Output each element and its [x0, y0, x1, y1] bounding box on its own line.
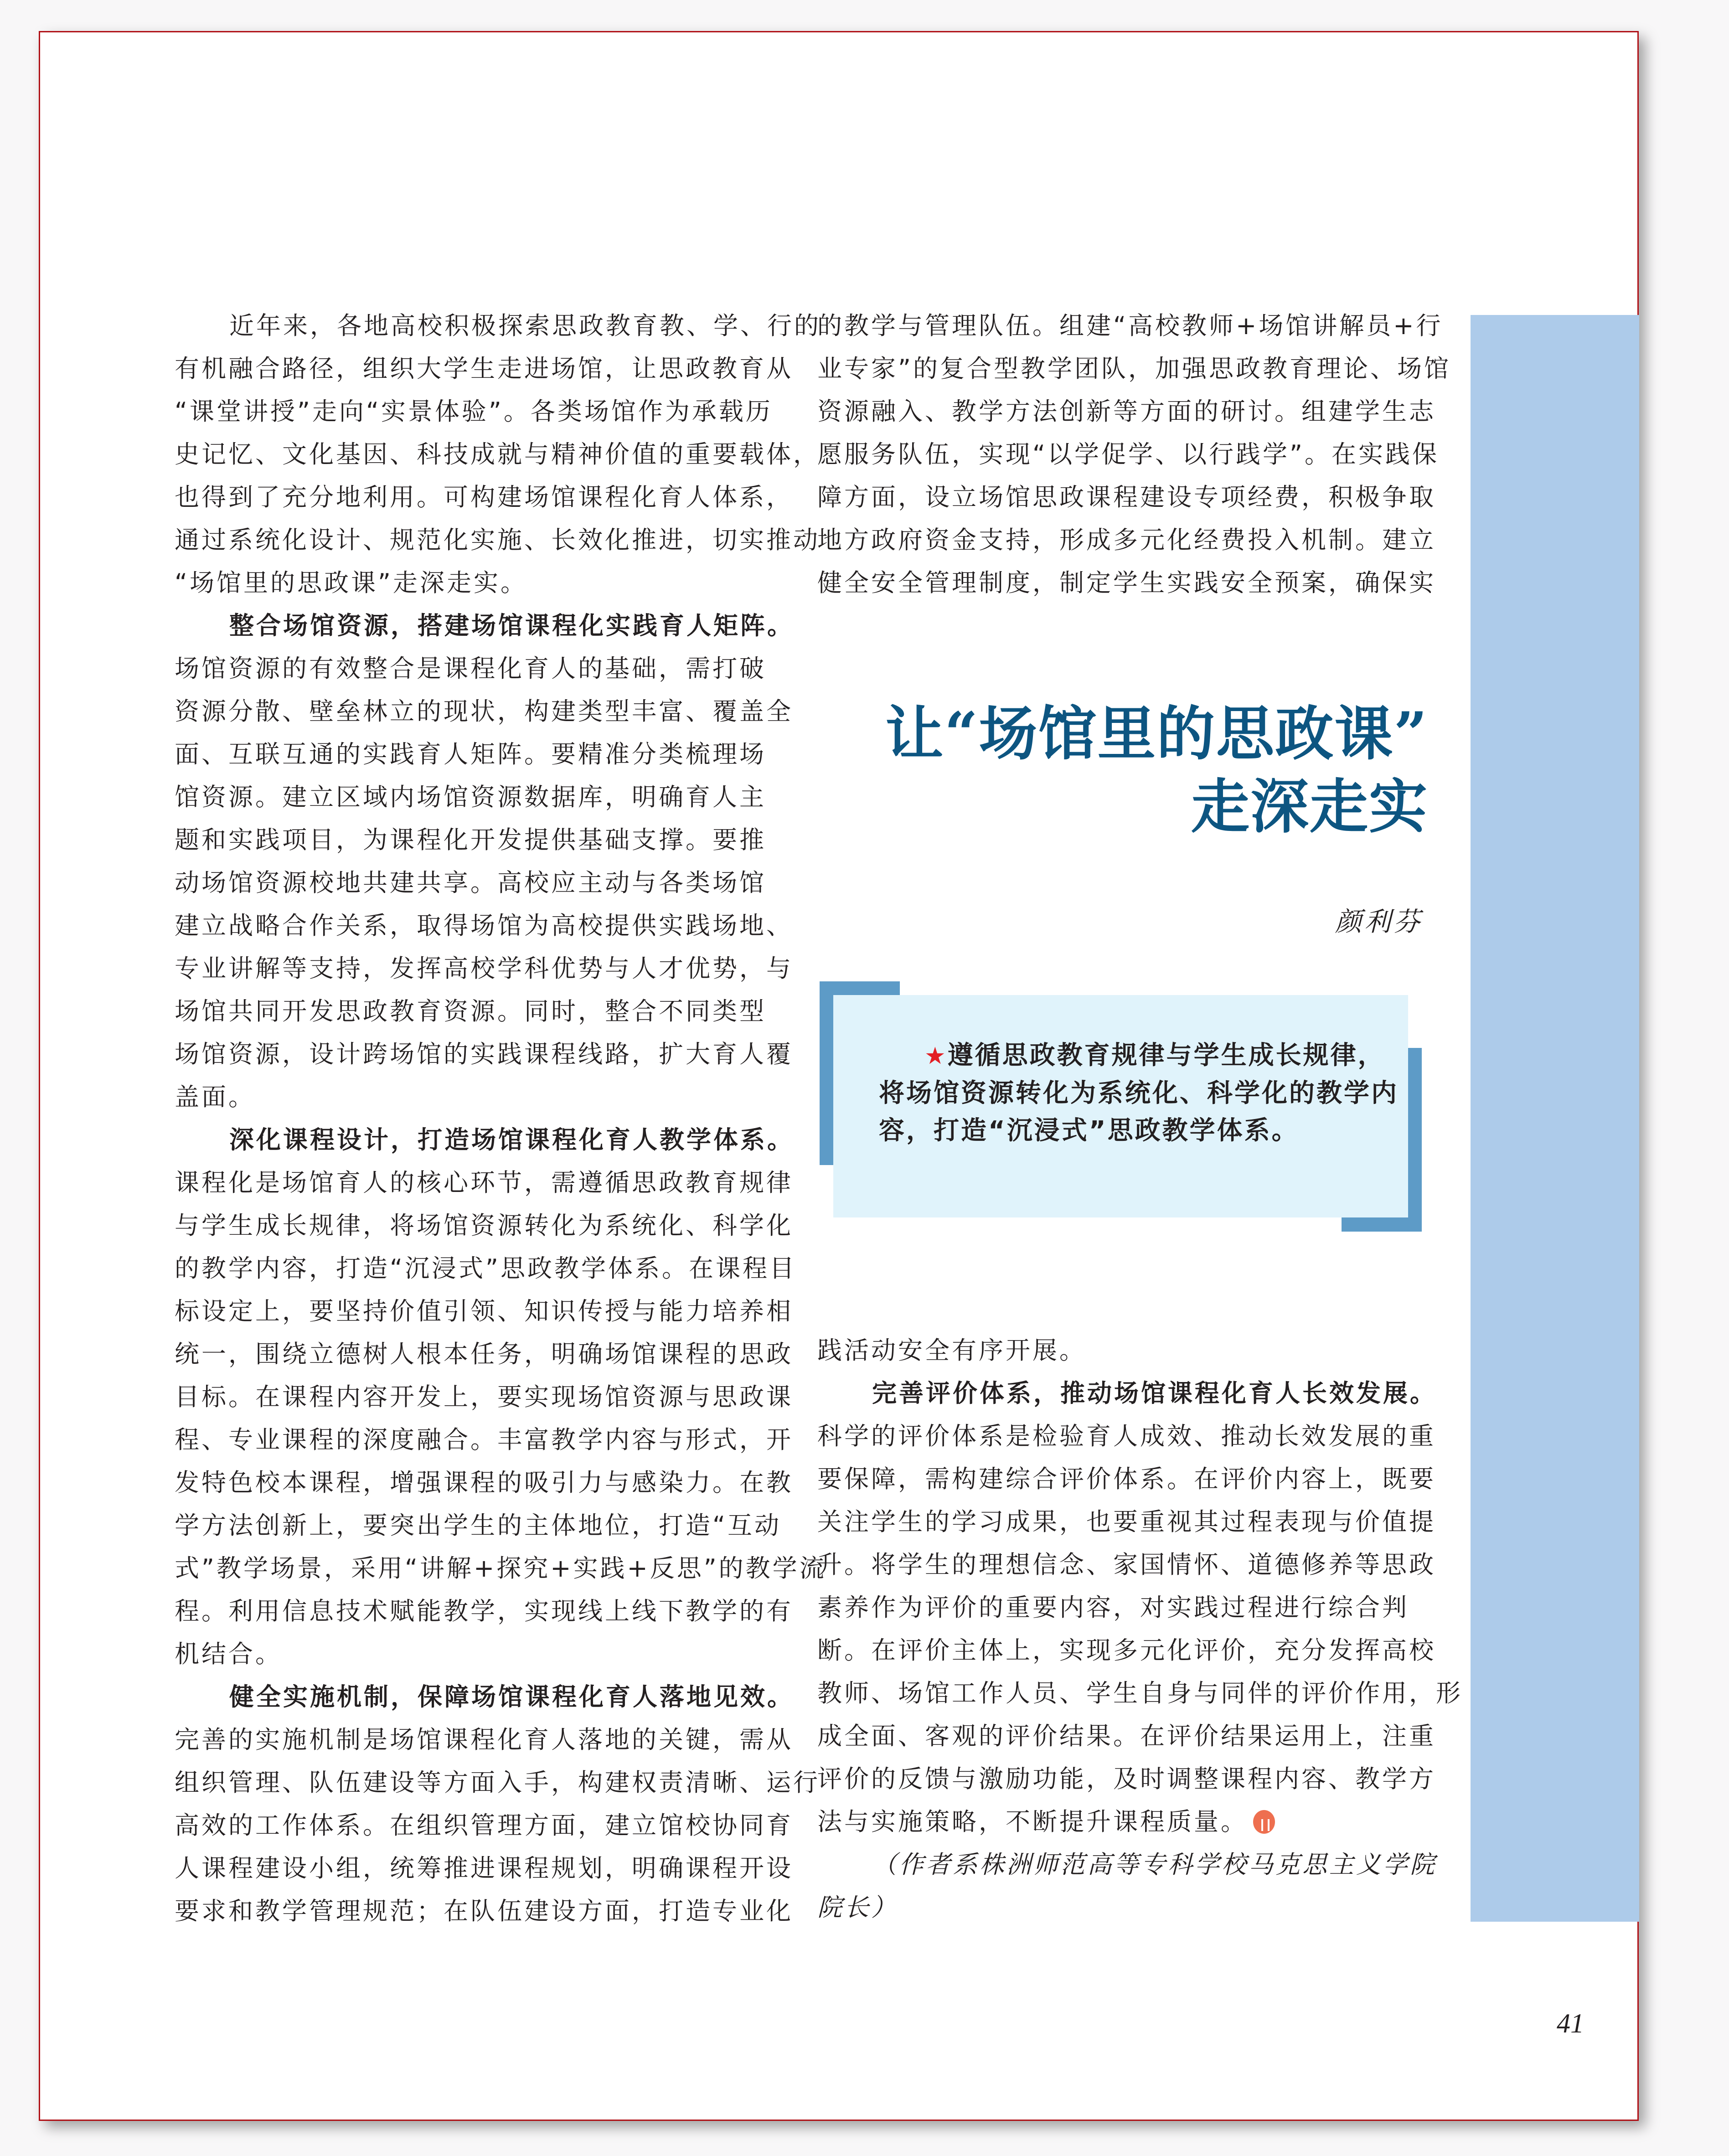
paragraph-line: 统一，围绕立德树人根本任务，明确场馆课程的思政 [175, 1340, 793, 1368]
right-text-column-top [817, 304, 1451, 604]
magazine-end-mark-icon [1253, 1810, 1275, 1834]
paragraph-line: 教师、场馆工作人员、学生自身与同伴的评价作用，形 [817, 1679, 1463, 1707]
pullquote-bracket-top-left-vertical [820, 981, 833, 1165]
paragraph-line: 资源融入、教学方法创新等方面的研讨。组建学生志 [817, 397, 1436, 426]
paragraph-line: 与学生成长规律，将场馆资源转化为系统化、科学化 [175, 1211, 793, 1240]
paragraph-line: 科学的评价体系是检验育人成效、推动长效发展的重 [817, 1422, 1436, 1450]
paragraph-line: 近年来，各地高校积极探索思政教育教、学、行的 [229, 311, 821, 340]
paragraph-line: 式”教学场景，采用“讲解+探究+实践+反思”的教学流 [175, 1554, 826, 1583]
pullquote-text [879, 1037, 1399, 1150]
paragraph-line: 馆资源。建立区域内场馆资源数据库，明确育人主 [175, 783, 766, 811]
paragraph-line: 场馆共同开发思政教育资源。同时，整合不同类型 [175, 997, 766, 1026]
paragraph-line: 高效的工作体系。在组织管理方面，建立馆校协同育 [175, 1811, 793, 1840]
paragraph-line: 场馆资源，设计跨场馆的实践课程线路，扩大育人覆 [175, 1040, 793, 1068]
left-text-column [175, 304, 826, 1933]
paragraph-line: “场馆里的思政课”走深走实。 [175, 568, 527, 597]
section-heading: 深化课程设计，打造场馆课程化育人教学体系。 [229, 1125, 794, 1154]
paragraph-line: 发特色校本课程，增强课程的吸引力与感染力。在教 [175, 1468, 793, 1497]
section-heading: 整合场馆资源，搭建场馆课程化实践育人矩阵。 [229, 611, 794, 640]
paragraph-line: 素养作为评价的重要内容，对实践过程进行综合判 [817, 1593, 1409, 1622]
paragraph-line: 地方政府资金支持，形成多元化经费投入机制。建立 [817, 526, 1436, 554]
paragraph-line: 盖面。 [175, 1083, 255, 1111]
paragraph-line: 题和实践项目，为课程化开发提供基础支撑。要推 [175, 825, 766, 854]
section-heading: 健全实施机制，保障场馆课程化育人落地见效。 [229, 1682, 794, 1711]
paragraph-line: 组织管理、队伍建设等方面入手，构建权责清晰、运行 [175, 1768, 820, 1797]
paragraph-line: 障方面，设立场馆思政课程建设专项经费，积极争取 [817, 483, 1436, 511]
paragraph-line: 动场馆资源校地共建共享。高校应主动与各类场馆 [175, 868, 766, 897]
pullquote-bracket-bottom-right-vertical [1408, 1048, 1422, 1232]
pullquote-line-1: ★遵循思政教育规律与学生成长规律， [924, 1041, 1385, 1070]
paragraph-line: 标设定上，要坚持价值引领、知识传授与能力培养相 [175, 1297, 793, 1326]
paragraph-line: 完善的实施机制是场馆课程化育人落地的关键，需从 [175, 1725, 793, 1754]
pullquote-line-3: 容，打造“沉浸式”思政教学体系。 [879, 1116, 1299, 1145]
paragraph-line: 机结合。 [175, 1640, 282, 1668]
pullquote-bracket-bottom-right-horizontal [1342, 1217, 1422, 1232]
paragraph-line: 健全安全管理制度，制定学生实践安全预案，确保实 [817, 568, 1436, 597]
paragraph-line: 场馆资源的有效整合是课程化育人的基础，需打破 [175, 654, 766, 683]
paragraph-line: 业专家”的复合型教学团队，加强思政教育理论、场馆 [817, 354, 1451, 383]
right-bottom-body [817, 1329, 1463, 1800]
paragraph-line: 评价的反馈与激励功能，及时调整课程内容、教学方 [817, 1764, 1436, 1793]
title-line-1: 让“场馆里的思政课” [885, 700, 1428, 768]
paragraph-line: “课堂讲授”走向“实景体验”。各类场馆作为承载历 [175, 397, 773, 426]
paragraph-line: 践活动安全有序开展。 [817, 1336, 1086, 1365]
paragraph-line: 史记忆、文化基因、科技成就与精神价值的重要载体， [175, 440, 820, 469]
page-number: 41 [1557, 2008, 1584, 2038]
paragraph-line: 课程化是场馆育人的核心环节，需遵循思政教育规律 [175, 1168, 793, 1197]
article-title [885, 697, 1428, 843]
paragraph-line: 程。利用信息技术赋能教学，实现线上线下教学的有 [175, 1597, 793, 1625]
decorative-side-panel [1471, 315, 1639, 1922]
paragraph-line: 面、互联互通的实践育人矩阵。要精准分类梳理场 [175, 740, 766, 769]
author-note-line-2: 院长） [817, 1893, 898, 1922]
paragraph-line: 升。将学生的理想信念、家国情怀、道德修养等思政 [817, 1550, 1436, 1579]
paragraph-line: 程、专业课程的深度融合。丰富教学内容与形式，开 [175, 1425, 793, 1454]
section-heading: 完善评价体系，推动场馆课程化育人长效发展。 [872, 1379, 1437, 1408]
paragraph-line: 建立战略合作关系，取得场馆为高校提供实践场地、 [175, 911, 793, 940]
paragraph-line: 愿服务队伍，实现“以学促学、以行践学”。在实践保 [817, 440, 1439, 469]
paragraph-line: 关注学生的学习成果，也要重视其过程表现与价值提 [817, 1507, 1436, 1536]
title-line-2: 走深走实 [1191, 773, 1428, 841]
paragraph-line: 的教学内容，打造“沉浸式”思政教学体系。在课程目 [175, 1254, 796, 1283]
right-text-column-bottom [817, 1329, 1463, 1929]
paragraph-line: 也得到了充分地利用。可构建场馆课程化育人体系， [175, 483, 793, 511]
star-icon: ★ [924, 1042, 948, 1070]
author-byline: 颜利芬 [1335, 906, 1423, 937]
paragraph-line: 的教学与管理队伍。组建“高校教师+场馆讲解员+行 [817, 311, 1443, 340]
paragraph-line: 资源分散、壁垒林立的现状，构建类型丰富、覆盖全 [175, 697, 793, 726]
paragraph-line: 人课程建设小组，统筹推进课程规划，明确课程开设 [175, 1854, 793, 1883]
paragraph-line: 目标。在课程内容开发上，要实现场馆资源与思政课 [175, 1382, 793, 1411]
paragraph-line: 有机融合路径，组织大学生走进场馆，让思政教育从 [175, 354, 793, 383]
paragraph-line: 要保障，需构建综合评价体系。在评价内容上，既要 [817, 1465, 1436, 1493]
paragraph-line: 专业讲解等支持，发挥高校学科优势与人才优势，与 [175, 954, 793, 983]
paragraph-line: 断。在评价主体上，实现多元化评价，充分发挥高校 [817, 1636, 1436, 1665]
paragraph-line: 成全面、客观的评价结果。在评价结果运用上，注重 [817, 1722, 1436, 1750]
paragraph-line: 通过系统化设计、规范化实施、长效化推进，切实推动 [175, 526, 820, 554]
paragraph-line: 学方法创新上，要突出学生的主体地位，打造“互动 [175, 1511, 781, 1540]
closing-line: 法与实施策略，不断提升课程质量。 [817, 1800, 1424, 1843]
author-note-line-1: （作者系株洲师范高等专科学校马克思主义学院 [872, 1850, 1437, 1879]
pullquote-line-2: 将场馆资源转化为系统化、科学化的教学内 [879, 1078, 1399, 1108]
paragraph-line: 要求和教学管理规范；在队伍建设方面，打造专业化 [175, 1897, 793, 1925]
